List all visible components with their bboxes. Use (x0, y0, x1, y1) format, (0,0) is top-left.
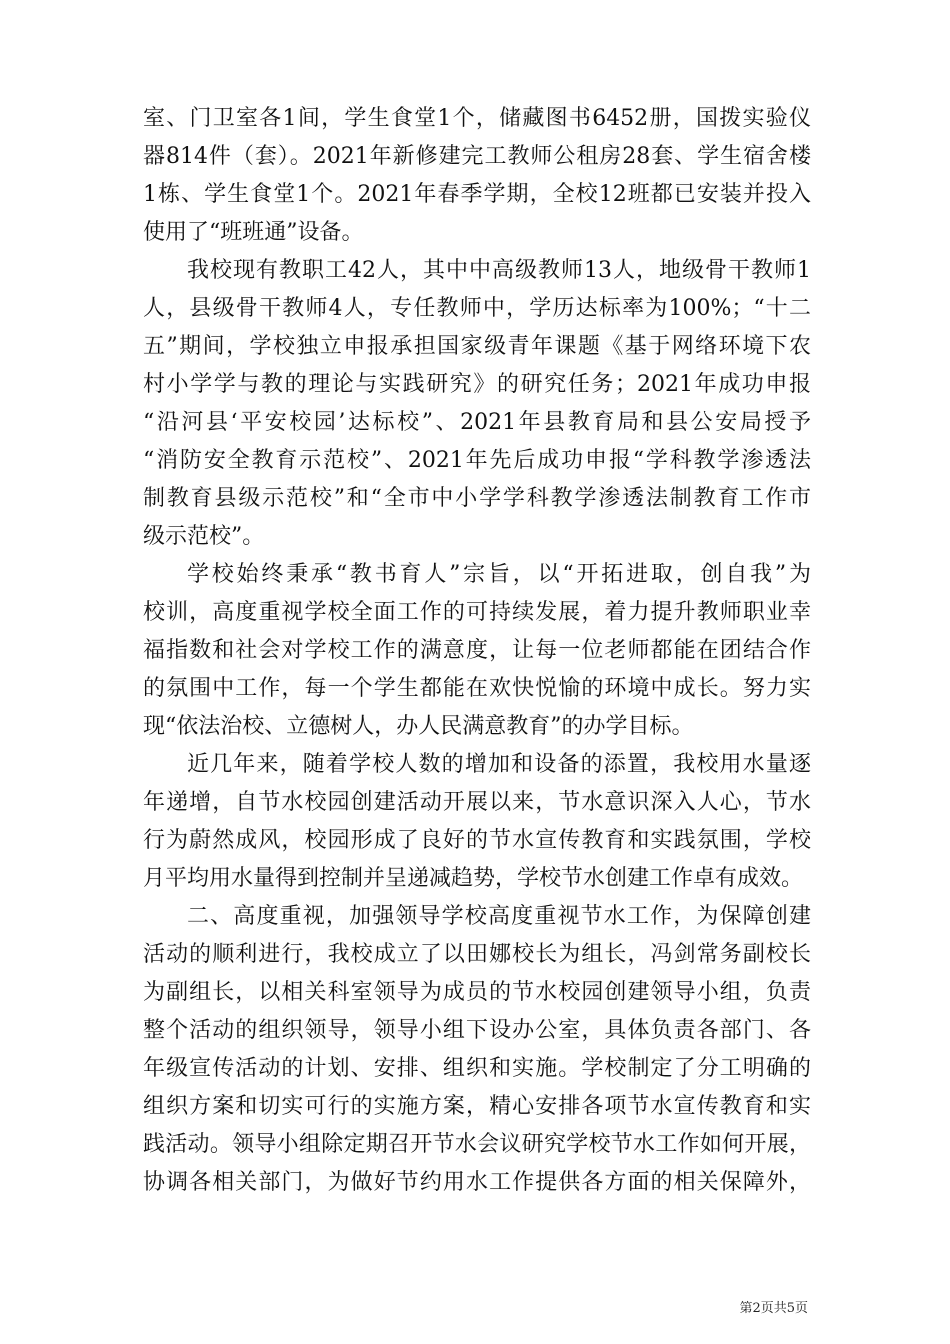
text-line: “消防安全教育示范校”、2021年先后成功申报“学科教学渗透法 (143, 448, 811, 473)
text-line: 年递增，自节水校园创建活动开展以来，节水意识深入人心，节水 (143, 790, 811, 815)
text-line: 行为蔚然成风，校园形成了良好的节水宣传教育和实践氛围，学校 (143, 828, 811, 853)
text-line: 级示范校”。 (143, 524, 265, 549)
text-line: 为副组长，以相关科室领导为成员的节水校园创建领导小组，负责 (143, 980, 811, 1005)
text-line: 活动的顺利进行，我校成立了以田娜校长为组长，冯剑常务副校长 (143, 942, 811, 967)
text-line: 我校现有教职工42人，其中中高级教师13人，地级骨干教师1 (187, 258, 811, 283)
text-line: 校训，高度重视学校全面工作的可持续发展，着力提升教师职业幸 (143, 600, 811, 625)
text-line: 近几年来，随着学校人数的增加和设备的添置，我校用水量逐 (187, 752, 811, 777)
text-line: 的氛围中工作，每一个学生都能在欢快悦愉的环境中成长。努力实 (143, 676, 811, 701)
text-line: 使用了“班班通”设备。 (143, 220, 364, 245)
text-line: 二、高度重视，加强领导学校高度重视节水工作，为保障创建 (187, 904, 811, 929)
text-line: 协调各相关部门，为做好节约用水工作提供各方面的相关保障外， (143, 1170, 811, 1195)
text-line: 践活动。领导小组除定期召开节水会议研究学校节水工作如何开展， (143, 1132, 811, 1157)
document-body (143, 100, 811, 1202)
text-line: 器814件（套）。2021年新修建完工教师公租房28套、学生宿舍楼 (143, 144, 811, 169)
text-line: 室、门卫室各1间，学生食堂1个，储藏图书6452册，国拨实验仪 (143, 106, 811, 131)
text-line: 福指数和社会对学校工作的满意度，让每一位老师都能在团结合作 (143, 638, 811, 663)
text-line: 人，县级骨干教师4人，专任教师中，学历达标率为100%；“十二 (143, 296, 811, 321)
text-line: 现“依法治校、立德树人，办人民满意教育”的办学目标。 (143, 714, 694, 739)
text-line: 年级宣传活动的计划、安排、组织和实施。学校制定了分工明确的 (143, 1056, 811, 1081)
text-line: 村小学学与教的理论与实践研究》的研究任务；2021年成功申报 (143, 372, 811, 397)
text-line: 五”期间，学校独立申报承担国家级青年课题《基于网络环境下农 (143, 334, 811, 359)
text-line: “沿河县‘平安校园’达标校”、2021年县教育局和县公安局授予 (143, 410, 811, 435)
page-number-footer: 第2页共5页 (739, 1301, 808, 1316)
text-line: 月平均用水量得到控制并呈递减趋势，学校节水创建工作卓有成效。 (143, 866, 804, 891)
text-line: 1栋、学生食堂1个。2021年春季学期，全校12班都已安装并投入 (143, 182, 811, 207)
text-line: 制教育县级示范校”和“全市中小学学科教学渗透法制教育工作市 (143, 486, 811, 511)
text-line: 组织方案和切实可行的实施方案，精心安排各项节水宣传教育和实 (143, 1094, 811, 1119)
text-line: 整个活动的组织领导，领导小组下设办公室，具体负责各部门、各 (143, 1018, 811, 1043)
text-line: 学校始终秉承“教书育人”宗旨，以“开拓进取，创自我”为 (187, 562, 811, 587)
